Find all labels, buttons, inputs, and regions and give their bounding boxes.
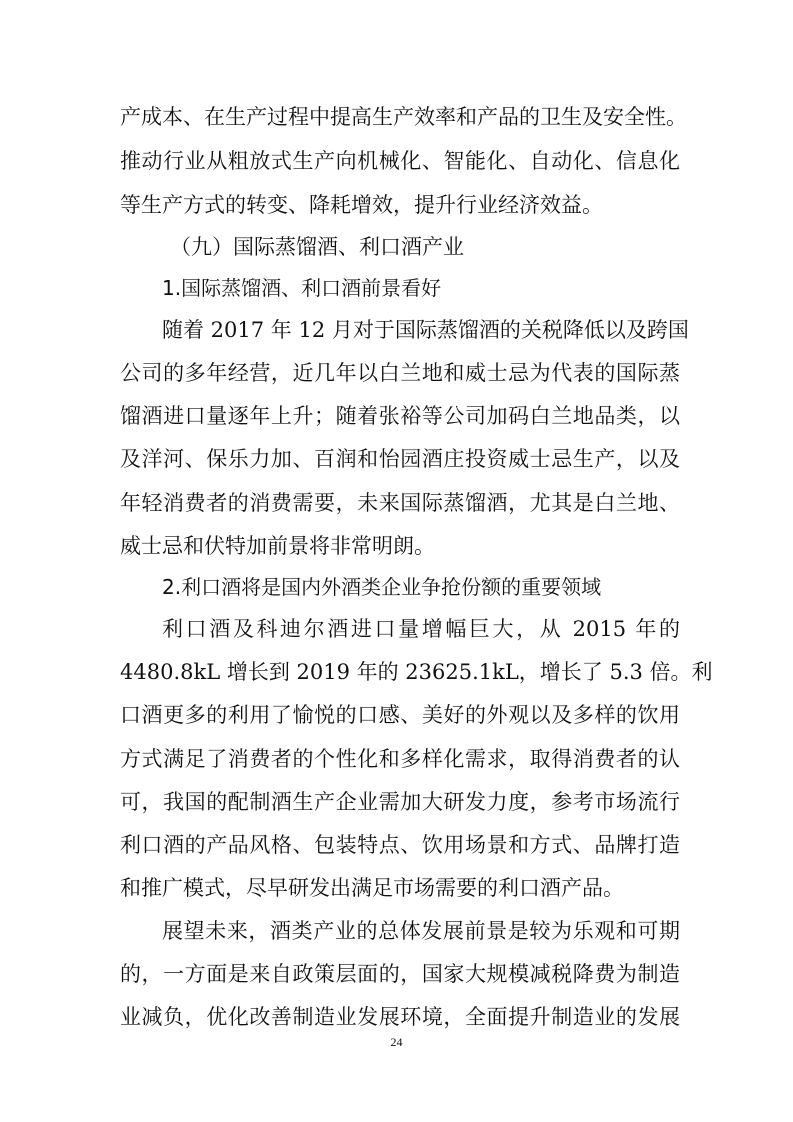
body-text-line: 口酒更多的利用了愉悦的口感、美好的外观以及多样的饮用	[120, 703, 680, 727]
page-number: 24	[390, 1035, 403, 1049]
body-text-line: 的，一方面是来自政策层面的，国家大规模减税降费为制造	[120, 962, 680, 986]
body-text-line: 业减负，优化改善制造业发展环境，全面提升制造业的发展	[120, 1005, 680, 1029]
body-text-line: 和推广模式，尽早研发出满足市场需要的利口酒产品。	[120, 876, 624, 900]
body-text-line: 可，我国的配制酒生产企业需加大研发力度，参考市场流行	[120, 790, 680, 814]
body-text-line: 推动行业从粗放式生产向机械化、智能化、自动化、信息化	[120, 149, 680, 173]
body-text-line: 威士忌和伏特加前景将非常明朗。	[120, 534, 435, 558]
body-text-line: 展望未来，酒类产业的总体发展前景是较为乐观和可期	[162, 919, 680, 943]
body-text-line: 等生产方式的转变、降耗增效，提升行业经济效益。	[120, 193, 603, 217]
body-text-line: 及洋河、保乐力加、百润和怡园酒庄投资威士忌生产，以及	[120, 447, 680, 471]
body-text-line: 随着 2017 年 12 月对于国际蒸馏酒的关税降低以及跨国	[162, 318, 689, 342]
body-text-line: 馏酒进口量逐年上升；随着张裕等公司加码白兰地品类，以	[120, 404, 680, 428]
body-text-line: 利口酒及科迪尔酒进口量增幅巨大，从 2015 年的	[162, 617, 680, 641]
body-text-line: 公司的多年经营，近几年以白兰地和威士忌为代表的国际蒸	[120, 361, 680, 385]
subsection-heading: 1.国际蒸馏酒、利口酒前景看好	[162, 276, 442, 300]
body-text-line: 产成本、在生产过程中提高生产效率和产品的卫生及安全性。	[120, 105, 687, 129]
body-text-line: 方式满足了消费者的个性化和多样化需求，取得消费者的认	[120, 747, 680, 771]
body-text-line: 年轻消费者的消费需要，未来国际蒸馏酒，尤其是白兰地、	[120, 491, 680, 515]
subsection-heading: 2.利口酒将是国内外酒类企业争抢份额的重要领域	[162, 575, 602, 599]
body-text-line: 4480.8kL 增长到 2019 年的 23625.1kL，增长了 5.3 倍。利	[120, 660, 713, 684]
body-text-line: 利口酒的产品风格、包装特点、饮用场景和方式、品牌打造	[120, 833, 680, 857]
section-heading: （九）国际蒸馏酒、利口酒产业	[170, 235, 464, 259]
